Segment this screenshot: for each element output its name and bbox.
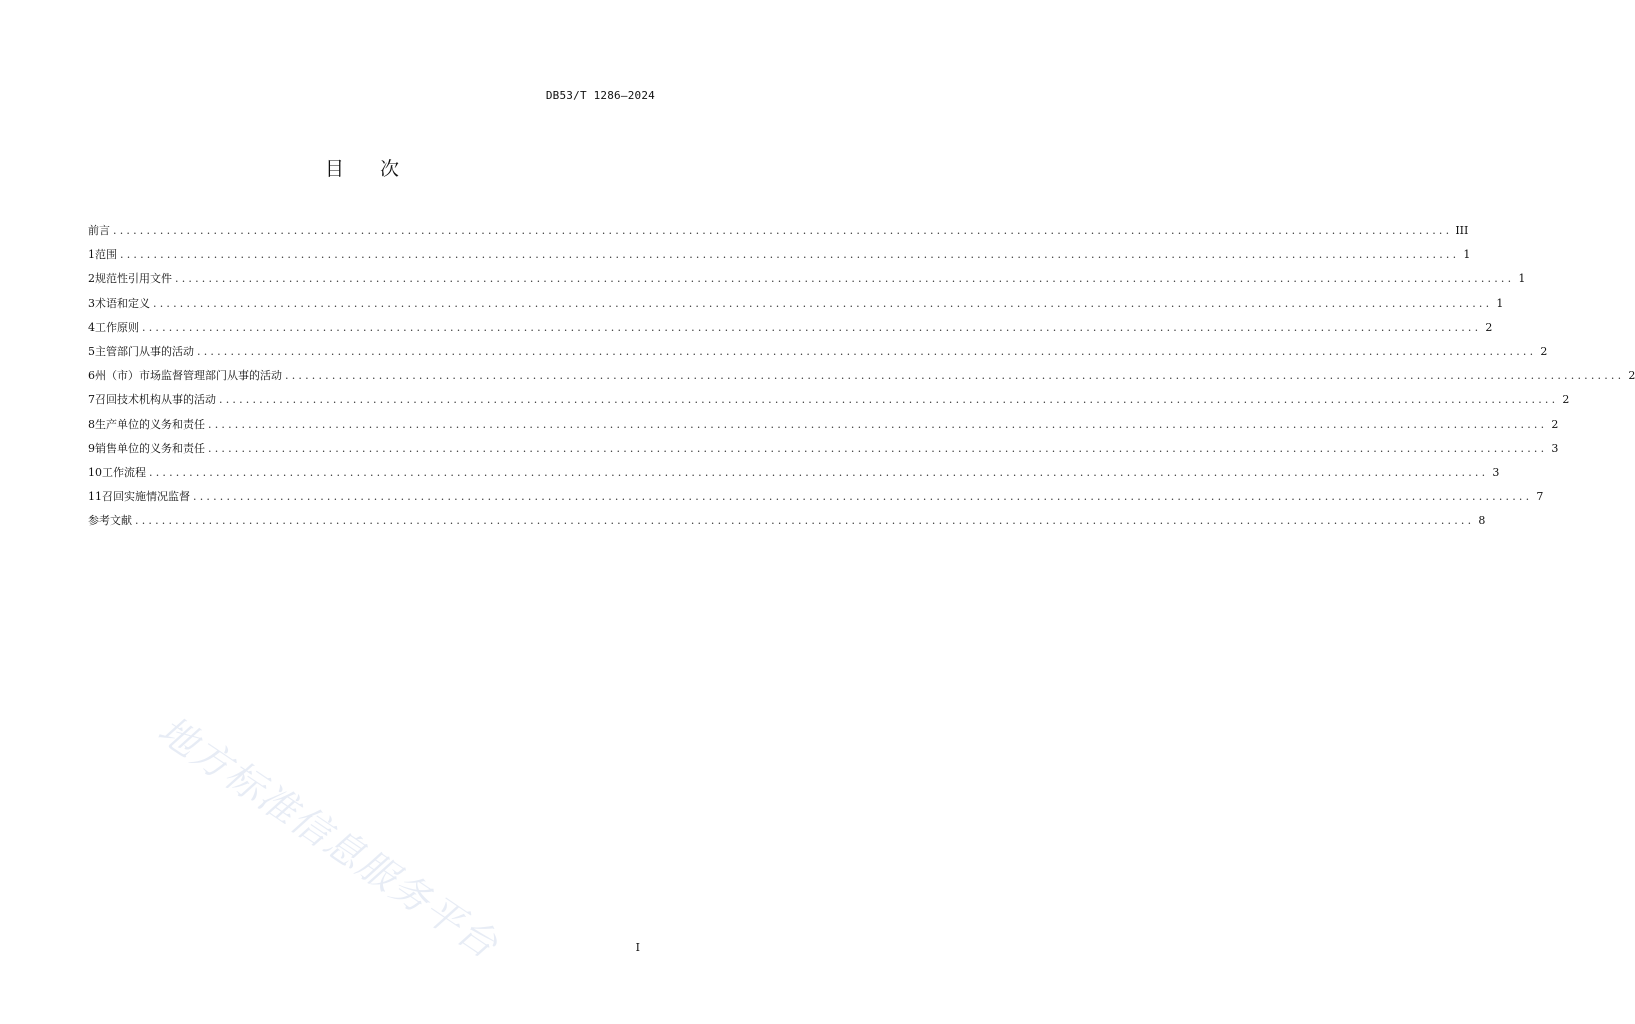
toc-entry-number: 8 (88, 417, 95, 431)
toc-entry-page: 2 (1628, 369, 1635, 383)
toc-entry-label: 规范性引用文件 (95, 272, 172, 286)
toc-leader-dots: ........................................................................................................................................................................................................ (113, 224, 1453, 237)
toc-leader-dots: ........................................................................................................................................................................................................ (142, 320, 1482, 334)
toc-entry-page: 2 (1562, 393, 1570, 407)
toc-entry[interactable] (88, 437, 1559, 461)
toc-entry-label: 召回实施情况监督 (102, 490, 190, 504)
toc-leader-dots: ........................................................................................................................................................................................................ (219, 393, 1559, 407)
toc-entry-page: 1 (1463, 248, 1471, 262)
toc-entry-number: 10 (88, 465, 102, 479)
page-number: I (635, 941, 640, 954)
toc-entry-page: 3 (1492, 465, 1500, 479)
toc-entry[interactable] (88, 267, 1526, 291)
toc-entry[interactable] (88, 509, 1486, 533)
toc-entry-label: 召回技术机构从事的活动 (95, 393, 216, 407)
toc-entry-page: 2 (1551, 417, 1559, 431)
toc-leader-dots: ........................................................................................................................................................................................................ (120, 248, 1460, 262)
toc-entry-number: 7 (88, 393, 95, 407)
toc-entry-number: 6 (88, 369, 95, 383)
toc-entry-label: 主管部门从事的活动 (95, 344, 194, 358)
toc-entry-label: 术语和定义 (95, 296, 150, 310)
toc-entry[interactable] (88, 340, 1548, 364)
toc-leader-dots: ........................................................................................................................................................................................................ (197, 344, 1537, 358)
toc-entry-page: III (1455, 224, 1469, 237)
toc-entry-page: 1 (1496, 296, 1504, 310)
table-of-contents (88, 219, 1635, 533)
toc-leader-dots: ........................................................................................................................................................................................................ (208, 441, 1548, 455)
toc-entry[interactable] (88, 219, 1469, 243)
toc-title: 目次 (324, 158, 435, 180)
toc-leader-dots: ........................................................................................................................................................................................................ (149, 465, 1489, 479)
toc-entry[interactable] (88, 243, 1471, 267)
toc-entry[interactable] (88, 485, 1544, 509)
toc-entry-number: 9 (88, 441, 95, 455)
toc-entry-number: 11 (88, 490, 102, 504)
toc-leader-dots: ........................................................................................................................................................................................................ (193, 490, 1533, 504)
toc-entry-number: 4 (88, 320, 95, 334)
toc-leader-dots: ........................................................................................................................................................................................................ (208, 417, 1548, 431)
toc-entry-page: 3 (1551, 441, 1559, 455)
toc-entry[interactable] (88, 364, 1635, 388)
toc-entry[interactable] (88, 461, 1500, 485)
toc-entry-page: 8 (1478, 514, 1486, 528)
toc-entry-label: 州（市）市场监督管理部门从事的活动 (95, 369, 282, 383)
toc-entry[interactable] (88, 388, 1570, 412)
toc-entry-number: 2 (88, 272, 95, 286)
toc-entry-label: 工作原则 (95, 320, 139, 334)
toc-entry-label: 销售单位的义务和责任 (95, 441, 205, 455)
toc-entry-label: 参考文献 (88, 514, 132, 528)
document-code: DB53/T 1286—2024 (545, 89, 655, 102)
toc-entry-label: 工作流程 (102, 465, 146, 479)
toc-leader-dots: ........................................................................................................................................................................................................ (153, 296, 1493, 310)
toc-entry-label: 前言 (88, 224, 110, 237)
toc-leader-dots: ........................................................................................................................................................................................................ (135, 514, 1475, 528)
toc-entry[interactable] (88, 292, 1504, 316)
toc-entry-page: 1 (1518, 272, 1526, 286)
toc-entry-number: 3 (88, 296, 95, 310)
toc-entry[interactable] (88, 316, 1493, 340)
toc-entry-number: 1 (88, 248, 95, 262)
toc-leader-dots: ........................................................................................................................................................................................................ (285, 369, 1625, 383)
toc-entry-label: 生产单位的义务和责任 (95, 417, 205, 431)
toc-entry-page: 2 (1540, 344, 1548, 358)
toc-entry-label: 范围 (95, 248, 117, 262)
toc-entry-page: 7 (1536, 490, 1544, 504)
toc-entry-number: 5 (88, 344, 95, 358)
toc-entry-page: 2 (1485, 320, 1493, 334)
watermark: 地方标准信息服务平台 (150, 707, 507, 968)
toc-entry[interactable] (88, 413, 1559, 437)
toc-leader-dots: ........................................................................................................................................................................................................ (175, 272, 1515, 286)
